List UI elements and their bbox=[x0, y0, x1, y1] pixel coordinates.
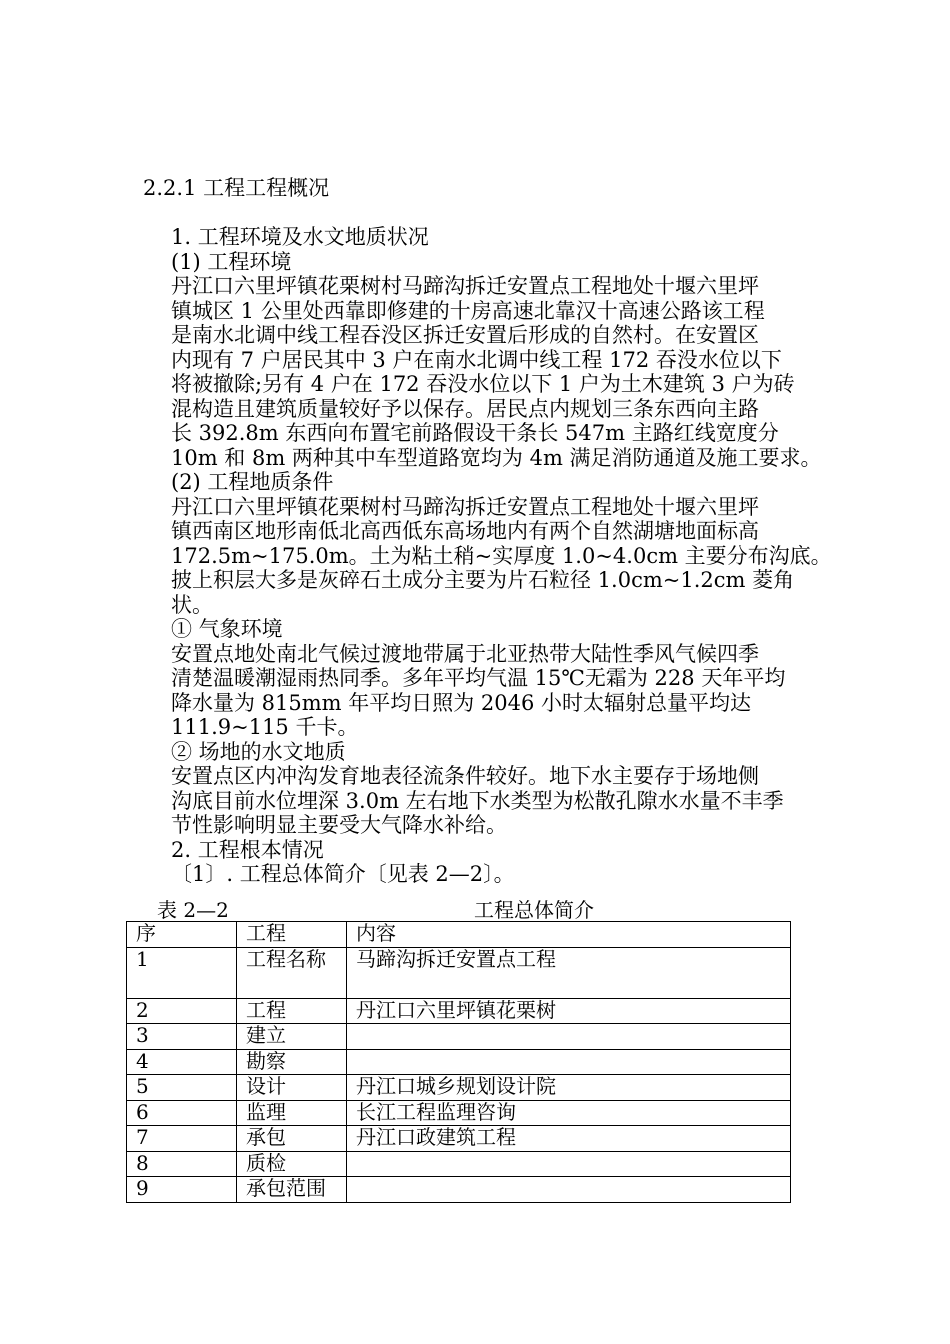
table-cell: 3 bbox=[127, 1024, 237, 1050]
paragraph-line: 1. 工程环境及水文地质状况 bbox=[171, 225, 429, 249]
table-cell: 建立 bbox=[237, 1024, 347, 1050]
table-cell: 承包 bbox=[237, 1126, 347, 1152]
table-row bbox=[127, 1177, 791, 1203]
table-cell: 丹江口六里坪镇花栗树 bbox=[347, 998, 791, 1024]
paragraph-line: ① 气象环境 bbox=[171, 617, 283, 641]
table-row bbox=[127, 1151, 791, 1177]
table-cell: 1 bbox=[127, 947, 237, 998]
paragraph-line: (1) 工程环境 bbox=[171, 249, 292, 274]
paragraph-line: 混构造且建筑质量较好予以保存。居民点内规划三条东西向主路 bbox=[171, 396, 759, 421]
paragraph-line: 〔1〕. 工程总体简介〔见表 2—2〕。 bbox=[171, 862, 515, 886]
paragraph-line: 丹江口六里坪镇花栗树村马蹄沟拆迁安置点工程地处十堰六里坪 bbox=[171, 494, 759, 519]
project-overview-table bbox=[126, 921, 791, 1203]
table-cell: 工程 bbox=[237, 998, 347, 1024]
table-row bbox=[127, 1024, 791, 1050]
paragraph-line: 将被撤除;另有 4 户在 172 吞没水位以下 1 户为土木建筑 3 户为砖 bbox=[171, 372, 795, 396]
paragraph-line: 降水量为 815mm 年平均日照为 2046 小时太辐射总量平均达 bbox=[171, 690, 752, 715]
paragraph-line: 节性影响明显主要受大气降水补给。 bbox=[171, 813, 507, 837]
paragraph-line: 状。 bbox=[171, 592, 213, 617]
paragraph-line: 丹江口六里坪镇花栗树村马蹄沟拆迁安置点工程地处十堰六里坪 bbox=[171, 274, 759, 298]
table-cell: 长江工程监理咨询 bbox=[347, 1100, 791, 1126]
paragraph-line: 镇西南区地形南低北高西低东高场地内有两个自然湖塘地面标高 bbox=[171, 519, 759, 543]
table-cell: 监理 bbox=[237, 1100, 347, 1126]
table-cell: 6 bbox=[127, 1100, 237, 1126]
paragraph-line: 清楚温暖潮湿雨热同季。多年平均气温 15℃无霜为 228 天年平均 bbox=[171, 666, 786, 690]
table-cell: 4 bbox=[127, 1049, 237, 1075]
table-row bbox=[127, 1126, 791, 1152]
table-cell: 质检 bbox=[237, 1151, 347, 1177]
paragraph-line: 2. 工程根本情况 bbox=[171, 837, 324, 862]
paragraph-line: 披上积层大多是灰碎石土成分主要为片石粒径 1.0cm~1.2cm 菱角 bbox=[171, 568, 795, 592]
table-header-row bbox=[127, 922, 791, 948]
table-cell bbox=[347, 1177, 791, 1203]
table-caption-number: 表 2—2 bbox=[157, 898, 229, 922]
paragraph-line: 10m 和 8m 两种其中车型道路宽均为 4m 满足消防通道及施工要求。 bbox=[171, 445, 822, 470]
table-cell: 8 bbox=[127, 1151, 237, 1177]
header-cell: 工程 bbox=[237, 922, 347, 948]
table-row bbox=[127, 947, 791, 998]
table-cell: 马蹄沟拆迁安置点工程 bbox=[347, 947, 791, 998]
table-row bbox=[127, 1100, 791, 1126]
paragraph-line: 是南水北调中线工程吞没区拆迁安置后形成的自然村。在安置区 bbox=[171, 323, 759, 347]
table-cell: 7 bbox=[127, 1126, 237, 1152]
table-caption-title: 工程总体简介 bbox=[474, 898, 594, 922]
body-text bbox=[171, 225, 832, 887]
table-cell: 9 bbox=[127, 1177, 237, 1203]
paragraph-line: 111.9~115 千卡。 bbox=[171, 715, 359, 739]
table-row bbox=[127, 998, 791, 1024]
table-cell: 丹江口政建筑工程 bbox=[347, 1126, 791, 1152]
table-cell: 5 bbox=[127, 1075, 237, 1101]
table-cell: 丹江口城乡规划设计院 bbox=[347, 1075, 791, 1101]
paragraph-line: 长 392.8m 东西向布置宅前路假设干条长 547m 主路红线宽度分 bbox=[171, 421, 779, 445]
table-cell: 2 bbox=[127, 998, 237, 1024]
paragraph-line: 内现有 7 户居民其中 3 户在南水北调中线工程 172 吞没水位以下 bbox=[171, 347, 782, 372]
section-heading: 2.2.1 工程工程概况 bbox=[143, 176, 330, 200]
header-cell: 内容 bbox=[347, 922, 791, 948]
table-cell: 承包范围 bbox=[237, 1177, 347, 1203]
table-cell bbox=[347, 1151, 791, 1177]
header-cell: 序 bbox=[127, 922, 237, 948]
paragraph-line: 镇城区 1 公里处西靠即修建的十房高速北靠汉十高速公路该工程 bbox=[171, 298, 765, 323]
table-row bbox=[127, 1075, 791, 1101]
table-cell: 勘察 bbox=[237, 1049, 347, 1075]
paragraph-line: 安置点地处南北气候过渡地带属于北亚热带大陆性季风气候四季 bbox=[171, 641, 759, 666]
table-cell: 工程名称 bbox=[237, 947, 347, 998]
paragraph-line: ② 场地的水文地质 bbox=[171, 739, 346, 764]
table-cell bbox=[347, 1024, 791, 1050]
paragraph-line: 沟底目前水位埋深 3.0m 左右地下水类型为松散孔隙水水量不丰季 bbox=[171, 788, 784, 813]
paragraph-line: 安置点区内冲沟发育地表径流条件较好。地下水主要存于场地侧 bbox=[171, 764, 759, 788]
table-cell: 设计 bbox=[237, 1075, 347, 1101]
paragraph-line: (2) 工程地质条件 bbox=[171, 470, 334, 494]
table-cell bbox=[347, 1049, 791, 1075]
paragraph-line: 172.5m~175.0m。土为粘土稍~实厚度 1.0~4.0cm 主要分布沟底。 bbox=[171, 543, 832, 568]
table-row bbox=[127, 1049, 791, 1075]
